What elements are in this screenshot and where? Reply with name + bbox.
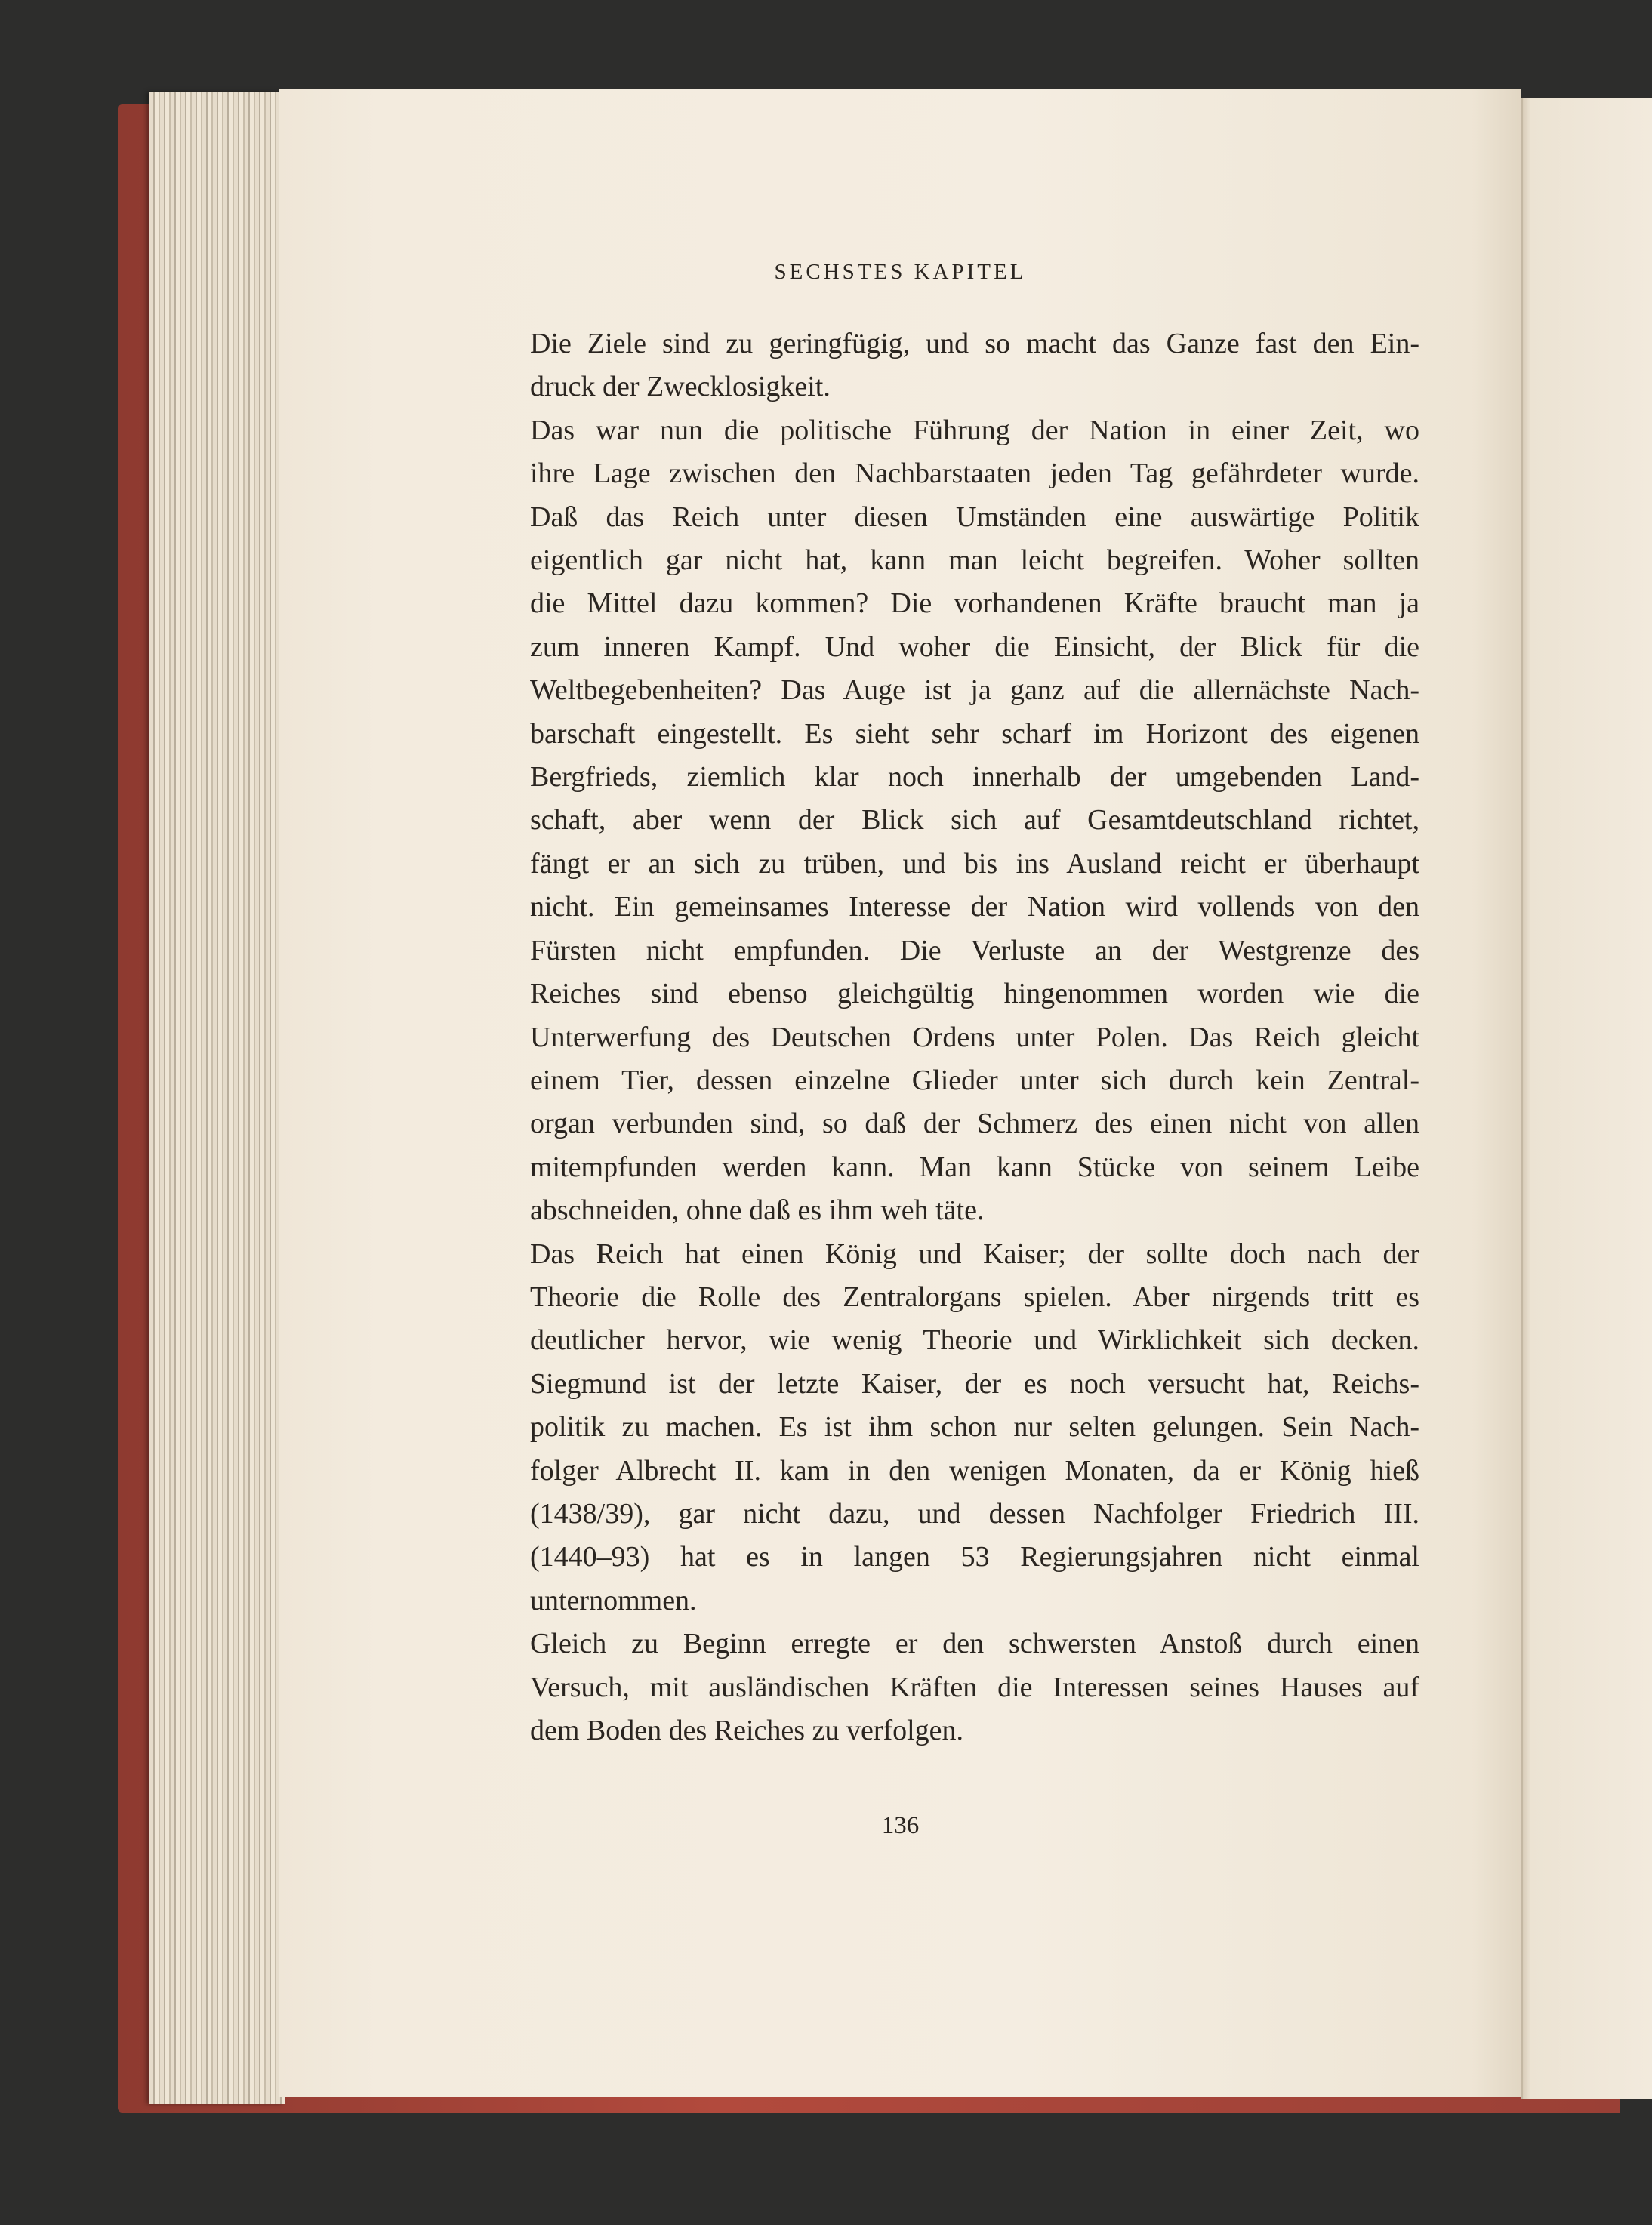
text-line: barschaft eingestellt. Es sieht sehr scharf im Horizont des eigenen xyxy=(530,717,1419,750)
text-line: Versuch, mit ausländischen Kräften die Interessen seines Hauses auf xyxy=(530,1671,1419,1703)
text-line: deutlicher hervor, wie wenig Theorie und Wirklichkeit sich decken. xyxy=(530,1324,1419,1357)
text-line: (1440–93) hat es in langen 53 Regierungsjahren nicht einmal xyxy=(530,1541,1419,1573)
text-line: Daß das Reich unter diesen Umständen eine auswärtige Politik xyxy=(530,501,1419,533)
text-line: organ verbunden sind, so daß der Schmerz des einen nicht von allen xyxy=(530,1108,1419,1140)
text-line: Unterwerfung des Deutschen Ordens unter Polen. Das Reich gleicht xyxy=(530,1021,1419,1053)
text-line: Reiches sind ebenso gleichgültig hingenommen worden wie die xyxy=(530,978,1419,1010)
text-line: Gleich zu Beginn erregte er den schwersten Anstoß durch einen xyxy=(530,1628,1419,1660)
text-line: fängt er an sich zu trüben, und bis ins Ausland reicht er überhaupt xyxy=(530,847,1419,880)
text-line: dem Boden des Reiches zu verfolgen. xyxy=(530,1715,964,1746)
running-head: SECHSTES KAPITEL xyxy=(774,260,1027,284)
text-line: nicht. Ein gemeinsames Interesse der Nation wird vollends von den xyxy=(530,891,1419,923)
text-line: schaft, aber wenn der Blick sich auf Gesamtdeutschland richtet, xyxy=(530,804,1419,837)
text-line: (1438/39), gar nicht dazu, und dessen Nachfolger Friedrich III. xyxy=(530,1497,1419,1530)
text-line: zum inneren Kampf. Und woher die Einsicht, der Blick für die xyxy=(530,630,1419,663)
text-line: mitempfunden werden kann. Man kann Stücke von seinem Leibe xyxy=(530,1151,1419,1183)
text-line: abschneiden, ohne daß es ihm weh täte. xyxy=(530,1194,985,1227)
text-line: Theorie die Rolle des Zentralorgans spielen. Aber nirgends tritt es xyxy=(530,1280,1419,1313)
text-line: politik zu machen. Es ist ihm schon nur selten gelungen. Sein Nach- xyxy=(530,1411,1419,1444)
text-line: einem Tier, dessen einzelne Glieder unter sich durch kein Zentral- xyxy=(530,1064,1419,1096)
text-line: Die Ziele sind zu geringfügig, und so macht das Ganze fast den Ein- xyxy=(530,328,1419,359)
text-line: unternommen. xyxy=(530,1584,697,1616)
text-line: Weltbegebenheiten? Das Auge ist ja ganz auf die allernächste Nach- xyxy=(530,674,1419,707)
text-line: ihre Lage zwischen den Nachbarstaaten jeden Tag gefährdeter wurde. xyxy=(530,458,1419,490)
page-edges xyxy=(149,92,285,2104)
facing-page-edge xyxy=(1521,98,1652,2099)
paragraph xyxy=(530,322,1419,409)
page-number: 136 xyxy=(881,1812,920,1839)
body-text xyxy=(530,322,1419,1752)
text-line: folger Albrecht II. kam in den wenigen Monaten, da er König hieß xyxy=(530,1454,1419,1487)
text-line: die Mittel dazu kommen? Die vorhandenen Kräfte braucht man ja xyxy=(530,587,1419,620)
text-line: Bergfrieds, ziemlich klar noch innerhalb der umgebenden Land- xyxy=(530,761,1419,794)
text-line: eigentlich gar nicht hat, kann man leicht begreifen. Woher sollten xyxy=(530,544,1419,577)
paragraph xyxy=(530,409,1419,1233)
paragraph xyxy=(530,1233,1419,1623)
text-line: Das Reich hat einen König und Kaiser; der sollte doch nach der xyxy=(530,1237,1419,1270)
paragraph xyxy=(530,1623,1419,1752)
text-line: Siegmund ist der letzte Kaiser, der es noch versucht hat, Reichs- xyxy=(530,1367,1419,1400)
text-line: Das war nun die politische Führung der Nation in einer Zeit, wo xyxy=(530,414,1419,446)
text-line: Fürsten nicht empfunden. Die Verluste an der Westgrenze des xyxy=(530,934,1419,966)
text-line: druck der Zwecklosigkeit. xyxy=(530,371,831,403)
